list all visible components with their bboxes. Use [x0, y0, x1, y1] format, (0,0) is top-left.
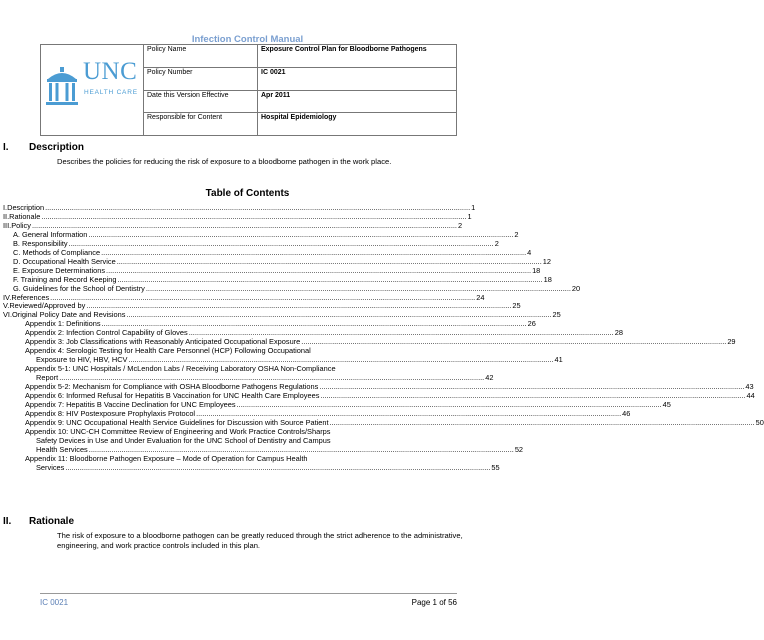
toc-entry[interactable] — [3, 462, 500, 473]
toc-entry-text: Report — [36, 373, 59, 383]
toc-entry-text: Reviewed/Approved by — [9, 301, 86, 311]
toc-entry-page: 45 — [662, 399, 671, 409]
toc-entry-text: Rationale — [9, 211, 41, 221]
toc-entry-numeral: V. — [3, 301, 10, 311]
toc-entry-text: G. Guidelines for the School of Dentistry — [13, 283, 145, 293]
toc-entry-page: 29 — [727, 337, 736, 347]
footer-page-number: Page 1 of 56 — [411, 598, 457, 607]
toc-entry-text: Appendix 7: Hepatitis B Vaccine Declination for UNC Employees — [25, 399, 236, 409]
toc-entry-page: 4 — [527, 247, 532, 257]
responsible-label: Responsible for Content — [144, 113, 258, 136]
toc-entry-text: Appendix 3: Job Classifications with Reasonably Anticipated Occupational Exposure — [25, 337, 301, 347]
toc-entry-text: Services — [36, 462, 65, 472]
toc-leader-dots — [301, 338, 726, 347]
toc-entry-text: Appendix 1: Definitions — [25, 319, 101, 329]
policy-name-value: Exposure Control Plan for Bloodborne Pathogens — [258, 45, 457, 68]
toc-entry-numeral: IV. — [3, 292, 12, 302]
toc-entry-page: 50 — [755, 417, 764, 427]
footer-divider — [40, 593, 457, 594]
unc-health-care-logo — [41, 45, 143, 135]
toc-entry-numeral: III. — [3, 220, 12, 230]
toc-entry-page: 18 — [543, 274, 552, 284]
toc-entry-text: Exposure to HIV, HBV, HCV — [36, 355, 128, 365]
toc-leader-dots — [330, 419, 755, 428]
rationale-text: The risk of exposure to a bloodborne pathogen can be greatly reduced through the strict adherence to the administrative, engineering, and work practice controls included in this plan. — [57, 531, 463, 550]
manual-title: Infection Control Manual — [191, 34, 304, 45]
toc-entry-page: 44 — [746, 391, 755, 401]
toc-entry-page: 46 — [622, 408, 631, 418]
toc-entry-text: E. Exposure Determinations — [13, 265, 106, 275]
logo-cell — [41, 45, 144, 136]
policy-name-label: Policy Name — [144, 45, 258, 68]
toc-entry-page: 20 — [571, 283, 581, 293]
toc-entry-page: 55 — [491, 462, 500, 472]
toc-entry-page: 42 — [485, 373, 494, 383]
table-of-contents — [3, 203, 764, 473]
rationale-heading-text: Rationale — [29, 516, 75, 527]
toc-entry-page: 2 — [514, 229, 519, 239]
toc-entry-page: 25 — [512, 301, 521, 311]
policy-header-table — [40, 44, 457, 136]
description-heading — [3, 142, 84, 153]
toc-entry-page: 12 — [542, 256, 551, 266]
toc-entry-text: Health Services — [36, 444, 88, 454]
rationale-heading — [3, 516, 74, 527]
toc-entry-text: Appendix 5-2: Mechanism for Compliance with OSHA Bloodborne Pathogens Regulations — [25, 382, 319, 392]
toc-entry-text: Appendix 4: Serologic Testing for Health Care Personnel (HCP) Following Occupational — [25, 346, 311, 356]
description-text: Describes the policies for reducing the risk of exposure to a bloodborne pathogen in the work place. — [57, 157, 392, 166]
toc-entry-page: 52 — [514, 444, 524, 454]
toc-entry-page: 41 — [554, 355, 563, 365]
description-numeral: I. — [3, 142, 9, 153]
toc-title: Table of Contents — [205, 188, 290, 199]
policy-number-value: IC 0021 — [258, 67, 457, 90]
toc-entry-text: References — [11, 292, 50, 302]
toc-entry-page: 43 — [745, 382, 754, 392]
rationale-numeral: II. — [3, 516, 12, 527]
toc-entry-text: Appendix 8: HIV Postexposure Prophylaxis Protocol — [25, 408, 196, 418]
toc-entry-text: Appendix 5-1: UNC Hospitals / McLendon Labs / Receiving Laboratory OSHA Non-Compliance — [25, 364, 336, 374]
toc-leader-dots — [65, 464, 490, 473]
toc-entry-text: Safety Devices in Use and Under Evaluation for the UNC School of Dentistry and Campus — [36, 435, 331, 445]
toc-entry-page: 26 — [527, 319, 536, 329]
toc-entry-numeral: II. — [3, 211, 10, 221]
toc-entry-numeral: VI. — [3, 310, 13, 320]
toc-entry-text: Description — [7, 203, 45, 212]
toc-entry-page: 2 — [494, 238, 499, 248]
toc-entry-text: Appendix 10: UNC-CH Committee Review of Engineering and Work Practice Controls/Sharps — [25, 426, 331, 436]
toc-entry-page: 2 — [457, 220, 463, 230]
responsible-value: Hospital Epidemiology — [258, 113, 457, 136]
toc-entry-text: A. General Information — [13, 229, 88, 239]
toc-entry-text: Policy — [11, 220, 31, 230]
effective-date-label: Date this Version Effective — [144, 90, 258, 113]
toc-entry-text: F. Training and Record Keeping — [13, 274, 117, 284]
policy-number-label: Policy Number — [144, 67, 258, 90]
toc-entry-text: Original Policy Date and Revisions — [12, 310, 126, 320]
toc-entry-page: 18 — [532, 265, 541, 275]
effective-date-value: Apr 2011 — [258, 90, 457, 113]
footer-policy-number: IC 0021 — [40, 598, 69, 607]
toc-entry-page: 1 — [467, 211, 472, 221]
toc-entry-text: Appendix 6: Informed Refusal for Hepatitis B Vaccination for UNC Health Care Employees — [25, 391, 320, 401]
toc-entry-text: Appendix 2: Infection Control Capability of Gloves — [25, 328, 188, 338]
logo-wordmark: UNC — [83, 58, 138, 85]
description-heading-text: Description — [29, 142, 85, 153]
logo-subtext: HEALTH CARE — [84, 89, 138, 96]
toc-entry-text: C. Methods of Compliance — [13, 247, 101, 257]
toc-entry-text: Appendix 9: UNC Occupational Health Service Guidelines for Discussion with Source Patient — [25, 417, 329, 427]
toc-entry-page: 24 — [476, 292, 485, 302]
toc-entry-text: D. Occupational Health Service — [13, 256, 116, 266]
old-well-icon — [45, 65, 79, 107]
toc-entry-page: 28 — [614, 328, 623, 338]
toc-entry-page: 25 — [552, 310, 561, 320]
toc-entry-text: B. Responsibility — [13, 238, 68, 248]
toc-entry-page: 1 — [471, 203, 476, 212]
toc-entry-numeral: I. — [3, 203, 8, 212]
toc-entry-text: Appendix 11: Bloodborne Pathogen Exposure – Mode of Operation for Campus Health — [25, 453, 308, 463]
